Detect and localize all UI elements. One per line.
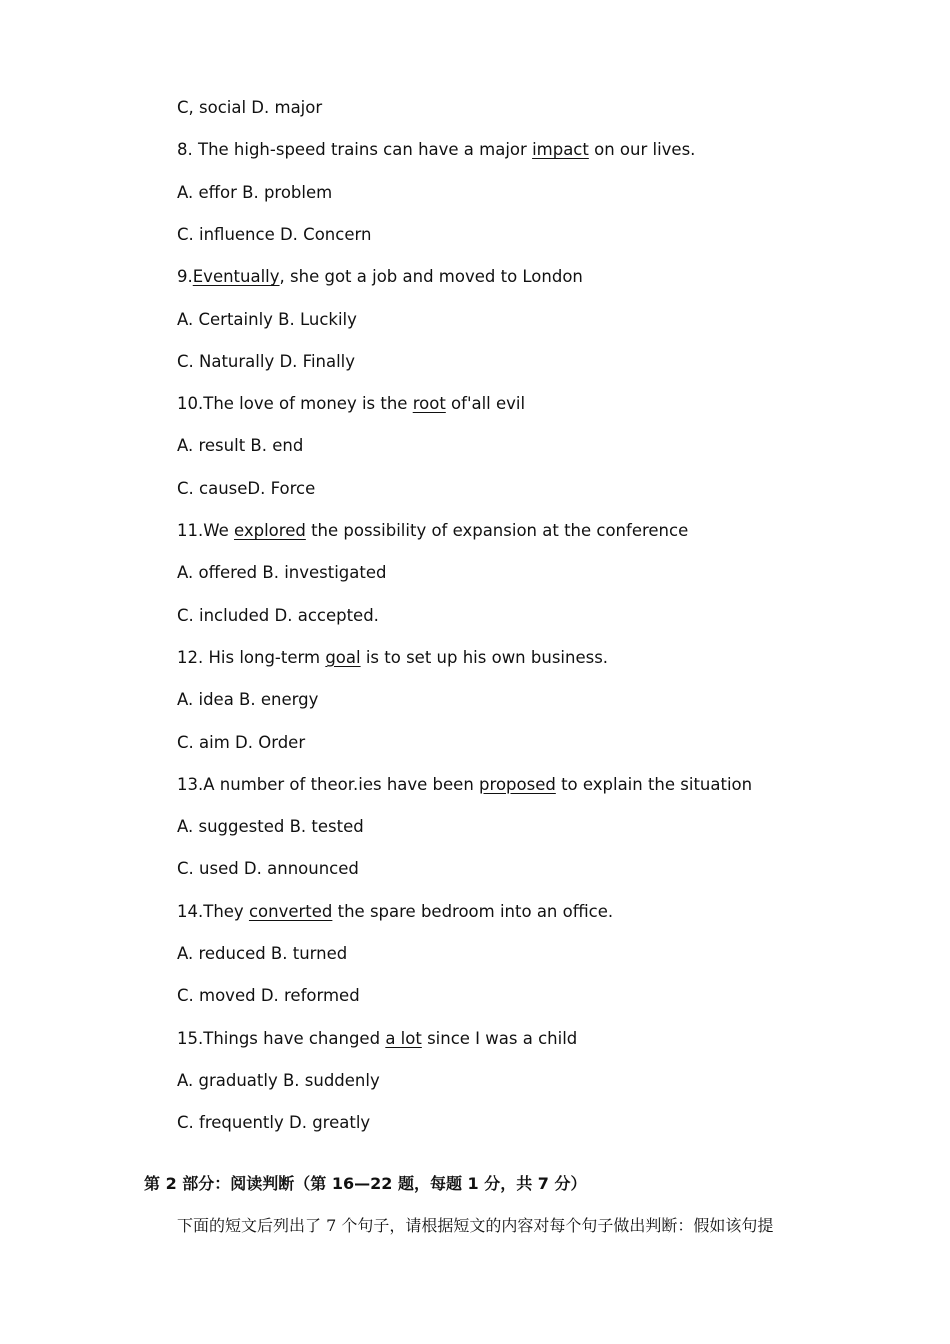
text-line bbox=[177, 97, 322, 119]
underlined-word: Eventually bbox=[192, 267, 280, 287]
text-line bbox=[177, 351, 355, 373]
text-line bbox=[177, 562, 387, 584]
underlined-word: impact bbox=[532, 140, 589, 160]
section-instruction: 下面的短文后列出了 7 个句子，请根据短文的内容对每个句子做出判断：假如该句提 bbox=[177, 1216, 774, 1235]
text-line bbox=[177, 1070, 380, 1092]
text-segment: C. causeD. Force bbox=[177, 478, 316, 498]
underlined-word: root bbox=[412, 394, 446, 414]
text-segment: C. used D. announced bbox=[177, 859, 359, 879]
text-segment: 8. The high-speed trains can have a major bbox=[177, 140, 533, 160]
text-segment: C. aim D. Order bbox=[177, 732, 306, 752]
text-segment: since I was a child bbox=[421, 1028, 578, 1048]
text-segment: of'all evil bbox=[445, 394, 526, 414]
text-segment: A. reduced B. turned bbox=[177, 944, 348, 963]
text-line bbox=[177, 689, 318, 711]
text-segment: the spare bedroom into an office. bbox=[332, 901, 614, 921]
text-line bbox=[177, 393, 525, 415]
text-segment: the possibility of expansion at the conference bbox=[305, 521, 689, 540]
text-segment: on our lives. bbox=[588, 140, 696, 160]
text-line bbox=[177, 478, 315, 500]
text-line bbox=[177, 139, 695, 161]
text-segment: A. offered B. investigated bbox=[177, 563, 387, 583]
text-segment: 11.We bbox=[177, 521, 234, 540]
underlined-word: a lot bbox=[385, 1028, 422, 1048]
text-line bbox=[177, 435, 303, 457]
text-segment: C. frequently D. greatly bbox=[177, 1113, 371, 1133]
text-segment: 14.They bbox=[177, 901, 249, 921]
text-line bbox=[177, 1112, 370, 1134]
text-line bbox=[177, 732, 305, 754]
text-line bbox=[177, 985, 360, 1007]
text-segment: C. Naturally D. Finally bbox=[177, 351, 356, 371]
text-segment: A. Certainly B. Luckily bbox=[177, 309, 357, 329]
text-line bbox=[177, 816, 364, 838]
underlined-word: goal bbox=[325, 647, 361, 667]
text-segment: C. included D. accepted. bbox=[177, 605, 379, 625]
text-segment: A. graduatly B. suddenly bbox=[177, 1070, 380, 1090]
text-line bbox=[177, 266, 583, 288]
text-line bbox=[177, 774, 752, 796]
text-segment: A. result B. end bbox=[177, 436, 304, 456]
text-segment: A. idea B. energy bbox=[177, 690, 319, 710]
text-segment: 12. His long-term bbox=[177, 647, 326, 667]
section-heading: 第 2 部分：阅读判断（第 16—22 题，每题 1 分，共 7 分） bbox=[144, 1174, 587, 1193]
underlined-word: explored bbox=[234, 521, 306, 540]
text-segment: C. moved D. reformed bbox=[177, 986, 360, 1006]
text-line bbox=[177, 309, 357, 331]
text-segment: A. effor B. problem bbox=[177, 182, 333, 202]
text-line bbox=[177, 520, 688, 542]
text-line bbox=[177, 901, 613, 923]
text-line bbox=[177, 647, 608, 669]
text-line bbox=[177, 858, 359, 880]
text-line bbox=[177, 224, 371, 246]
underlined-word: proposed bbox=[479, 774, 556, 794]
text-segment: , she got a job and moved to London bbox=[279, 267, 583, 287]
text-segment: 15.Things have changed bbox=[177, 1028, 386, 1048]
text-segment: is to set up his own business. bbox=[360, 647, 609, 667]
text-line bbox=[177, 182, 332, 204]
text-segment: C. influence D. Concern bbox=[177, 224, 372, 244]
text-segment: C, social D. major bbox=[177, 98, 323, 117]
text-line bbox=[177, 943, 347, 965]
text-segment: to explain the situation bbox=[555, 774, 753, 794]
text-segment: 13.A number of theor.ies have been bbox=[177, 774, 480, 794]
text-segment: 10.The love of money is the bbox=[177, 394, 413, 414]
text-segment: A. suggested B. tested bbox=[177, 817, 364, 837]
text-line bbox=[177, 605, 379, 627]
underlined-word: converted bbox=[248, 901, 333, 921]
text-segment: 9. bbox=[177, 267, 193, 287]
text-line bbox=[177, 1028, 577, 1050]
